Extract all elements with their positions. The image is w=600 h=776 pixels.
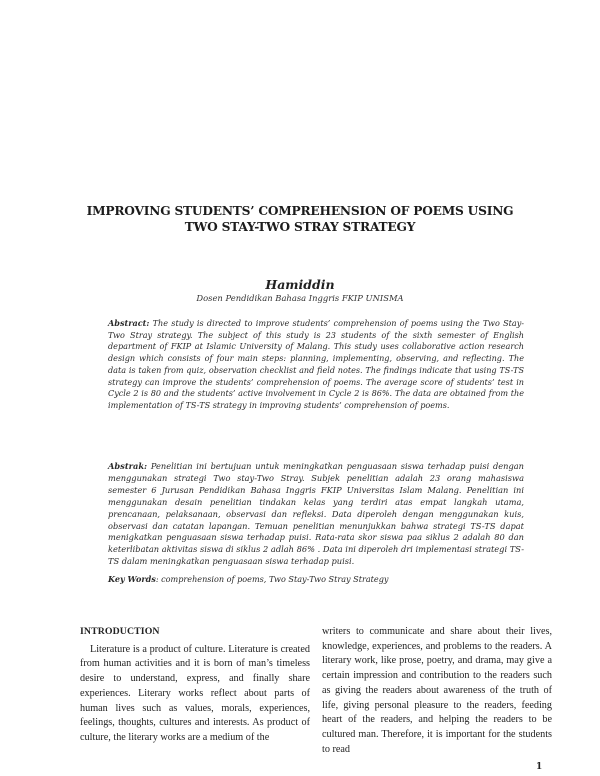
- body-column-left: [80, 625, 310, 746]
- title-line-1: IMPROVING STUDENTS’ COMPREHENSION OF POEMS USING: [86, 204, 514, 218]
- author-name: Hamiddin: [265, 277, 335, 292]
- keywords-text: : comprehension of poems, Two Stay-Two Stray Strategy: [155, 574, 389, 584]
- abstract-english: [108, 318, 524, 412]
- author-affiliation: Dosen Pendidikan Bahasa Inggris FKIP UNISMA: [196, 293, 404, 303]
- abstract-indonesian-label: Abstrak:: [108, 461, 148, 471]
- body-column-right: [322, 625, 552, 757]
- section-heading-introduction: INTRODUCTION: [80, 626, 160, 637]
- abstract-indonesian: [108, 461, 524, 568]
- abstract-english-label: Abstract:: [108, 318, 150, 328]
- keywords: [108, 574, 524, 586]
- intro-paragraph-left: Literature is a product of culture. Literature is created from human activities and it is born of man’s timeless desire to understand, express, and finally share experiences. Literary works reflect about parts of human lives such as values, morals, experiences, feelings, thoughts, cultures and interests. As product of culture, the literary works are a medium of the: [80, 643, 310, 743]
- intro-paragraph-right: writers to communicate and share about their lives, knowledge, experiences, and problems to the readers. A literary work, like prose, poetry, and drama, may give a certain impression and contribution to the readers such as giving the readers about awareness of the truth of life, giving personal pleasure to the readers, feeding heart of the readers, and helping the readers to be cultured man. Therefore, it is important for the students to read: [322, 626, 552, 755]
- page-number: 1: [536, 762, 543, 772]
- abstract-english-text: The study is directed to improve students’ comprehension of poems using the Two Stay-Two Stray strategy. The subject of this study is 23 students of the sixth semester of English department of FKIP at Islamic University of Malang. This study uses collaborative action research design which consists of four main steps: planning, implementing, observing, and reflecting. The data is taken from quiz, observation checklist and field notes. The findings indicate that using TS-TS strategy can improve the students’ comprehension of poems. The average score of students’ test in Cycle 2 is 80 and the students’ active involvement in Cycle 2 is 86%. The data are obtained from the implementation of TS-TS strategy in improving students’ comprehension of poems.: [108, 318, 524, 410]
- title-line-2: TWO STAY-TWO STRAY STRATEGY: [184, 220, 416, 234]
- keywords-label: Key Words: [108, 574, 156, 584]
- paper-title: [60, 203, 540, 235]
- abstract-indonesian-text: Penelitian ini bertujuan untuk meningkatkan penguasaan siswa terhadap puisi dengan menggunakan strategi Two stay-Two Stray. Subjek penelitian adalah 23 orang mahasiswa semester 6 Jurusan Pendidikan Bahasa Inggris FKIP Universitas Islam Malang. Penelitian ini menggunakan desain penelitian tindakan kelas yang terdiri atas empat langkah utama, prencanaan, pelaksanaan, observasi dan refleksi. Data diperoleh dengan menggunakan kuis, observasi dan catatan lapangan. Temuan penelitian menunjukkan bahwa strategi TS-TS dapat menigkatkan penguasaan siswa terhadap puisi. Rata-rata skor siswa paa siklus 2 adalah 80 dan keterlibatan aktivitas siswa di siklus 2 adlah 86% . Data ini diperoleh dri implementasi strategi TS-TS dalam meningkatkan penguasaan siswa terhadap puisi.: [108, 461, 524, 567]
